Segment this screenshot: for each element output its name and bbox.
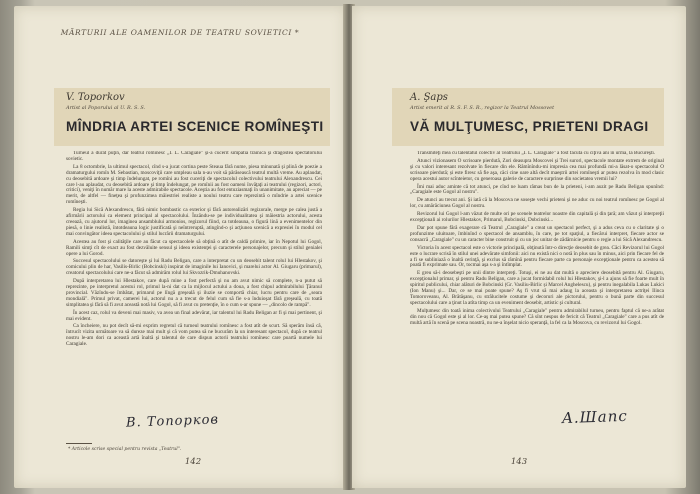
left-page <box>14 6 346 488</box>
paragraph: Succesul spectacolului se datoreşte şi lui Radu Beligan, care a interpretat cu un deosebit talent rolul lui Hlestakov, şi comicului plin de har, Vasilis-Birlic (Bobcinski) inspirat de imaginile lui Ianovici, şi marelui actor Al. Giugaru (primarul), creatorul spectacolului care ne-a făcut să admirăm rolul lui Skvozrik-Dmuhanovski. <box>66 258 322 277</box>
paragraph: Turneul a durat puţin, dar teatrul romînesc „I. L. Caragiale" şi-a cucerit simpatia trainică şi dragostea spectatorului sovietic. <box>66 151 322 162</box>
paragraph: Mulţumesc din toată inima colectivului Teatrului „Caragiale" pentru admirabilul turneu, pentru faptul că ne-a arătat din nou că Gogol este şi al lor. Ce-aş mai putea spune? Că sînt nespus de fericit că Teatrul „Caragiale" care a pus atît de multă artă în scenă pe scena noastră, nu ne-a înşelat nicio speranţă, la fel ca la Moscova, cu revizorul lui Gogol. <box>410 307 664 326</box>
article-body <box>66 151 322 413</box>
paragraph: La 8 octombrie, la ultimul spectacol, cînd s-a jucat cortina peste Steaua fără nume, piesa minunată şi plină de poezie a dramaturgului romîn M. Sebastian, moscoviţii care umpleau sala n-au voit să părăsească teatrul multă vreme. Au aplaudat, cu deosebită ardoare şi timp îndelungat, pe romîni au fost cuceriţi de spectacolul colectivului teatrului Alexandrescu. Cei care l-au aplaudat, cu deosebită ardoare şi timp îndelungat, pe romînii au fost oameni învăţaţi ai teatrului (regizori, actori, critici), veniţi în număr mare la aceste admirabile spectacole. Aceştia au fost entuziasmaţi în unanimitate, au apreciat — pe merit, de altfel — fineţea şi profunzimea măiestriei realiste a noului teatru care reprezintă o mîndrie a artei scenice romîneşti. <box>66 163 322 206</box>
paragraph: După interpretarea lui Hlestakov, care după mine a fost perfectă şi nu am avut nimic să complete, n-a putut să reprezinte, pe interpretul acestui rol, primul la-ni dat ca la mijlocul actului a doua, a fost chipul admirabilului Ţăranul provincial. Văzîndu-se îmbătat, primarul pe lîngă greşeală şi iluzie se comportă chiar, lucru pentru care de „seara mondială". Primul privat, camerei lui, actorul nu a a trecut de felul cum să fie s-a înduioşat fără greşeală, cu toată simplitatea şi fără să fi avut această notă lui Gogol, să fi avut cu pretenţie, în o cum s-ar spune — „dincolo de rampă". <box>66 278 322 308</box>
footnote-divider <box>66 443 92 444</box>
paragraph: Acestea au fost şi calităţile care au făcut ca spectacolele să obţină o atît de caldă primire, iar în Nepotul lui Gogol, Ramili simţi cît de exact au fost dezvăluite sensul şi ideea existenţei şi caracterele personajelor, precum şi stilul genialei opere a lui Gorod. <box>66 238 322 257</box>
signature: В. Топорков <box>125 412 220 431</box>
article-title: MÎNDRIA ARTEI SCENICE ROMÎNEŞTI <box>66 119 324 134</box>
paragraph: Transmiteţi mea cu talentatul colectiv al Teatrului „I. L. Caragiale" a fost făcută cu cîţiva ani în urmă, la Bucureşti. <box>417 151 656 156</box>
page-number: 142 <box>184 457 202 467</box>
paragraph: Îmi mai aduc aminte că tot atunci, pe cînd ne luam rămas bun de la prieteni, i-am auzit pe Radu Beligan spunînd: „Caragiale este Gogol al nostru". <box>410 183 664 196</box>
paragraph: De atunci au trecut ani. Şi iată că la Moscova ne soseşte vechi prieteni şi ne aduc cu noi teatrul romînesc pe Gogol al lor, cu amărăciunea Gogol al nostru. <box>410 197 664 210</box>
paragraph: Revizorul lui Gogol l-am văzut de multe ori pe scenele teatrelor noastre din capitală şi din ţară; am văzut şi interpreţii excepţionali ai rolurilor Hlestakov, Primarul, Bobcinski, Dobcinski... <box>410 211 664 224</box>
footnote: * Articole scrise special pentru revista „Teatrul". <box>68 447 182 452</box>
author-role: Artist al Poporului al U. R. S. S. <box>66 105 146 111</box>
running-head: MĂRTURII ALE OAMENILOR DE TEATRU SOVIETICI * <box>60 28 300 37</box>
article-body <box>410 151 664 413</box>
paragraph: Dar pot spune fără exagerare că Teatrul „Caragiale" a creat un spectacol perfect, şi a adus ceva cu o claritate şi o profunzime uluitoare, îmbinînd o spectacol de ansamblu, în care, pe tot spaţiul, a fiecărui interpret, fiecare actor se consacră „Caragiale" cu un caracter bine construit şi cu un joc unitar de zădărnicie pentru o regie a lui Sică Alexandrescu. <box>410 224 664 243</box>
paragraph: În acest caz, rolul va deveni mai masiv, va avea un final adevărat, iar talentul lui Radu Beligan ar fi şi mai pertinent, şi mai evident. <box>66 309 322 322</box>
author-role: Artist emerit al R. S. F. S. R., regizor la Teatrul Mossovet <box>410 105 555 111</box>
right-page <box>352 6 686 488</box>
article-title: VĂ MULŢUMESC, PRIETENI DRAGI <box>410 119 649 134</box>
paragraph: Regia lui Sică Alexandrescu, fără nimic bombastic ca exterior şi fără autorealizări regizorale, merge pe calea justă a afirmării actorului ca element principal al spectacolului. Înzăndu-se pe individualitatea şi măiestria actorului, acesta creează, cu ajutorul lor, imaginea ansamblului armonios, regizorul fiind, ca totdeauna, o figură lină a evenimentelor din piesă, o linie realistă, întotdeauna logic justificată şi neîntreruptă, atingînd-o şi acţiunea scenică a expresiei în modul cel mai convingător ideea spectacolului şi stilul lucrării dramaturgului. <box>66 207 322 237</box>
paragraph: Victoria în acest spectacol este o victorie principală, obţinută într-o direcţie deosebit de grea. Căci Revizorul lui Gogol este o lucrare scrisă în stilul unei adevărate simfonii: aici nu există nici o notă în plus sau în minus, aici prin fiecare fel de a fi se subliniază o înaltă cerinţă, şi exclus să rămînă pentru fiecare parte ca personaje excepţionale pentru ca acestea să poată fi exprimate sau. Or, tocmai aşa s-a şi întîmplat. <box>410 244 664 269</box>
paragraph: Atunci vizionasem O scrisoare pierdută, Zori deasupra Moscovei şi Trei surori, spectacole montate extrem de original şi cu valori interesant rezolvate în fiecare din ele. Rămînîndu-mi impresia cea mai profundă mi-a lăsat-o spectacolul O scrisoare pierdută; și este firesc să fie aşa, căci cine oare altă decît maeştrii artei romîneşti ar putea rezolva în mod clasic opera acestui autor scînteietor, cu generoasa galerie de caractere surprinse din societatea vremii lui? <box>410 157 664 182</box>
author-name: A. Şaps <box>410 92 448 103</box>
page-number: 143 <box>510 457 528 467</box>
paragraph: E greu să-i deosebeşti pe unii dintre interpreţi. Totuşi, ei ne au dat multă o apreciere deosebită pentru Al. Giugaru, excepţionalul primar, şi pentru Radu Beligan, care a jucat formidabil rolul lui Hlestakov, şi-l a ajuns să fie foarte mult în spiritul publicului, chiar alături de Bobcinski (Gr. Vasiliu-Birlic și Marcel Anghelescu), şi pentru inegalabila Lukas Lukici (Ion Manu) şi... Dar, ce se mai poate spune? Aş fi vrut să mai adaug la aceasta şi interpretarea actriţei Ilinca Tomoroveanu, Al. Brătăşanu, cu strălucitele costume şi decoruri ale pictorului, pentru o bună parte din succesul spectacolului care a ţinut la atîta timp ca un eveniment deosebit, artistic şi cultural. <box>410 270 664 306</box>
author-name: V. Toporkov <box>66 92 125 103</box>
paragraph: Ca încheiere, nu pot decît să-mi exprim regretul că turneul teatrului romînesc a fost atît de scurt. Să sperăm însă că, întrucît vizita următoare va să dureze mai mult şi că vom putea să ne bucurăm la un interesant spectacol, după ce teatrul nostru le-am dori ca această artă înaltă şi talentul de care dispun actorii teatrului romînesc care poartă numele lui Caragiale. <box>66 323 322 348</box>
signature: A.Шапс <box>561 406 629 428</box>
